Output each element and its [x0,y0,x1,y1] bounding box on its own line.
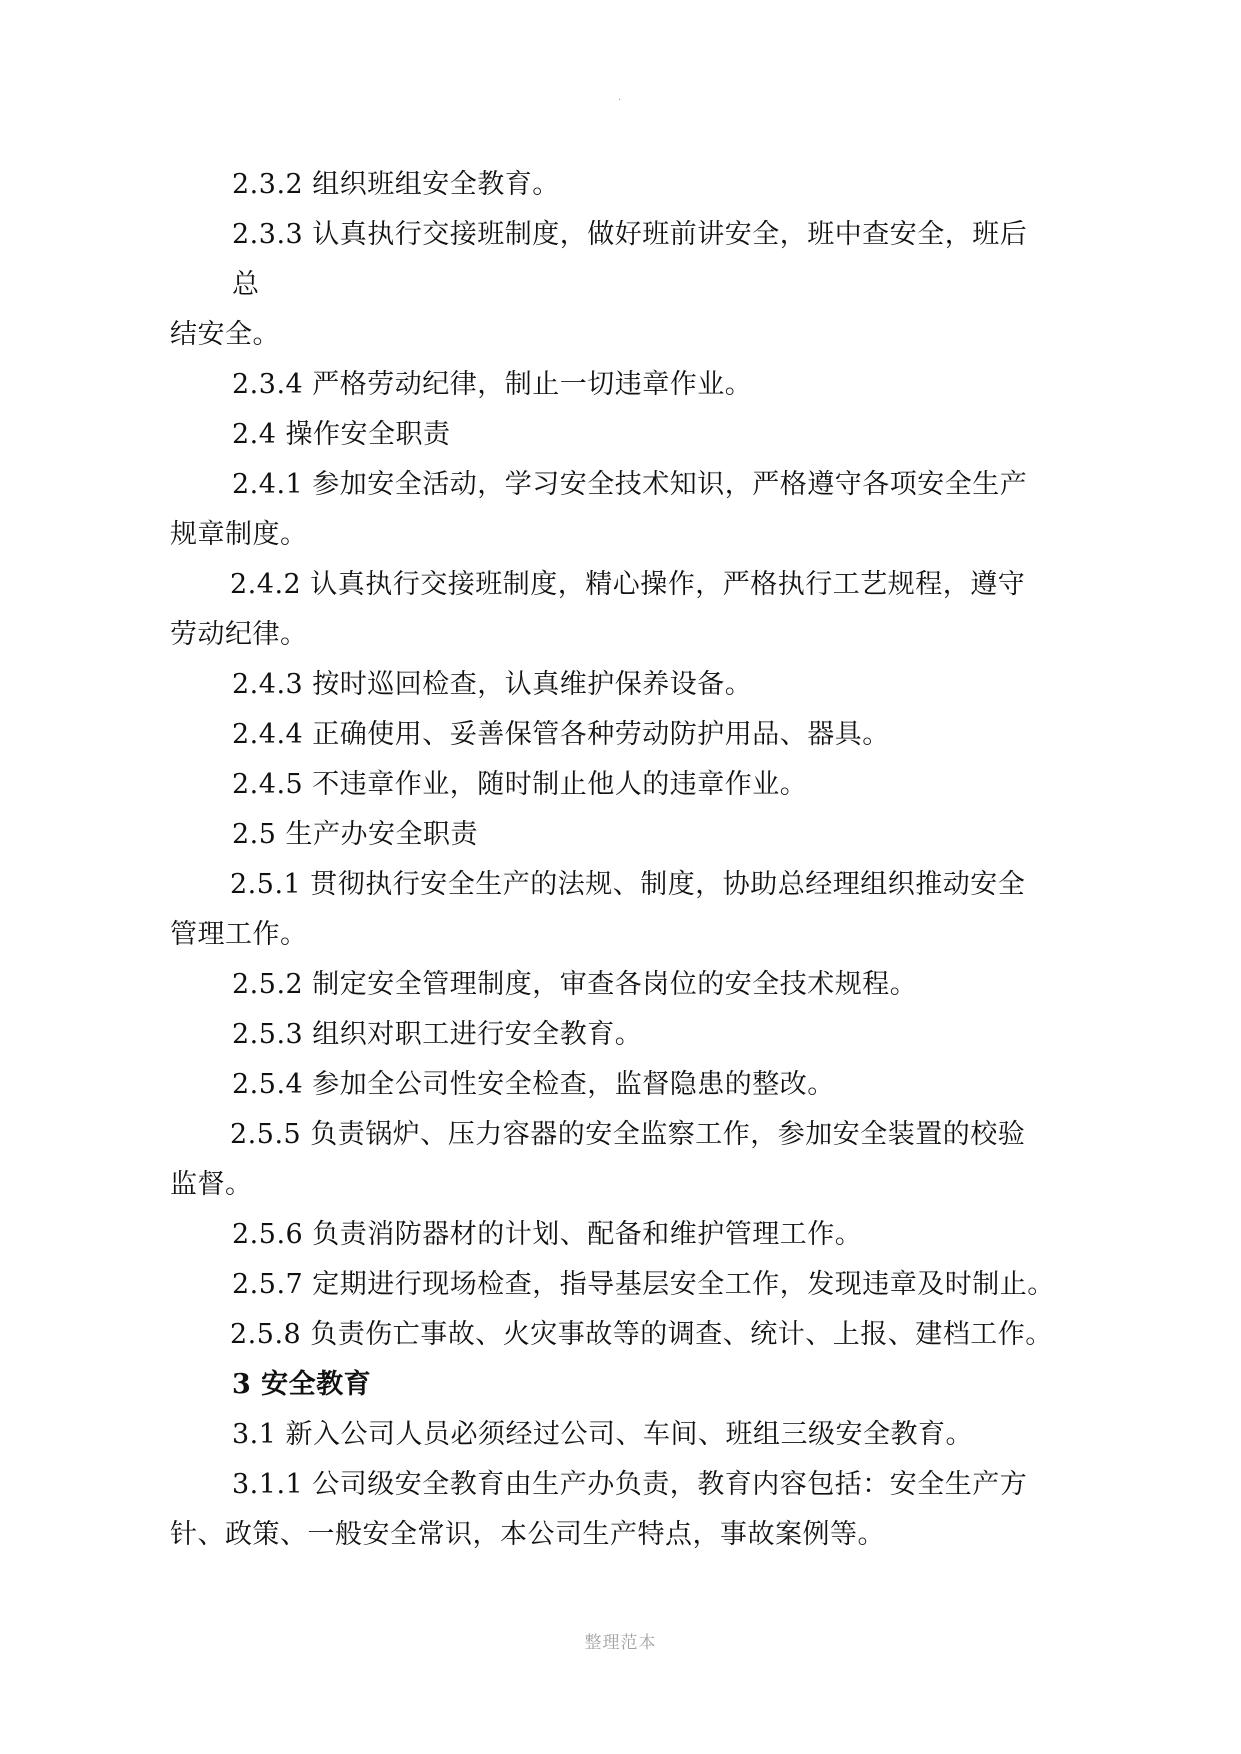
document-body [170,160,1080,1560]
paragraph-line: 2.5.6 负责消防器材的计划、配备和维护管理工作。 [232,1219,863,1250]
paragraph-line: 2.3.4 严格劳动纪律，制止一切违章作业。 [232,369,753,400]
paragraph-line: 3.1 新入公司人员必须经过公司、车间、班组三级安全教育。 [232,1419,974,1450]
paragraph-line: 监督。 [170,1169,253,1200]
paragraph-line: 2.4.3 按时巡回检查，认真维护保养设备。 [232,669,753,700]
paragraph-line: 2.5.8 负责伤亡事故、火灾事故等的调查、统计、上报、建档工作。 [230,1319,1053,1350]
paragraph-line: 规章制度。 [170,519,308,550]
section-heading: 2.4 操作安全职责 [232,419,451,450]
paragraph-line: 2.5.3 组织对职工进行安全教育。 [232,1019,643,1050]
page-footer: 整理范本 [584,1633,657,1653]
paragraph-line: 针、政策、一般安全常识，本公司生产特点，事故案例等。 [170,1519,885,1550]
paragraph-line: 2.5.1 贯彻执行安全生产的法规、制度，协助总经理组织推动安全 [230,869,1026,900]
chapter-heading: 3 安全教育 [232,1369,372,1400]
paragraph-line: 2.5.4 参加全公司性安全检查，监督隐患的整改。 [232,1069,835,1100]
paragraph-line: 2.4.4 正确使用、妥善保管各种劳动防护用品、器具。 [232,719,890,750]
paragraph-line: 2.5.7 定期进行现场检查，指导基层安全工作，发现违章及时制止。 [232,1269,1055,1300]
paragraph-line: 2.4.2 认真执行交接班制度，精心操作，严格执行工艺规程，遵守 [230,569,1026,600]
paragraph-line: 2.4.5 不违章作业，随时制止他人的违章作业。 [232,769,808,800]
section-heading: 2.5 生产办安全职责 [232,819,479,850]
header-mark: · [618,95,622,106]
paragraph-line: 总 [232,269,260,300]
paragraph-line: 2.4.1 参加安全活动，学习安全技术知识，严格遵守各项安全生产 [232,469,1028,500]
paragraph-line: 2.3.2 组织班组安全教育。 [232,169,560,200]
paragraph-line: 管理工作。 [170,919,308,950]
paragraph-line: 2.5.2 制定安全管理制度，审查各岗位的安全技术规程。 [232,969,918,1000]
paragraph-line: 2.5.5 负责锅炉、压力容器的安全监察工作，参加安全装置的校验 [230,1119,1026,1150]
paragraph-line: 结安全。 [170,319,280,350]
paragraph-line: 2.3.3 认真执行交接班制度，做好班前讲安全，班中查安全，班后 [232,219,1028,250]
paragraph-line: 劳动纪律。 [170,619,308,650]
paragraph-line: 3.1.1 公司级安全教育由生产办负责，教育内容包括：安全生产方 [232,1469,1028,1500]
